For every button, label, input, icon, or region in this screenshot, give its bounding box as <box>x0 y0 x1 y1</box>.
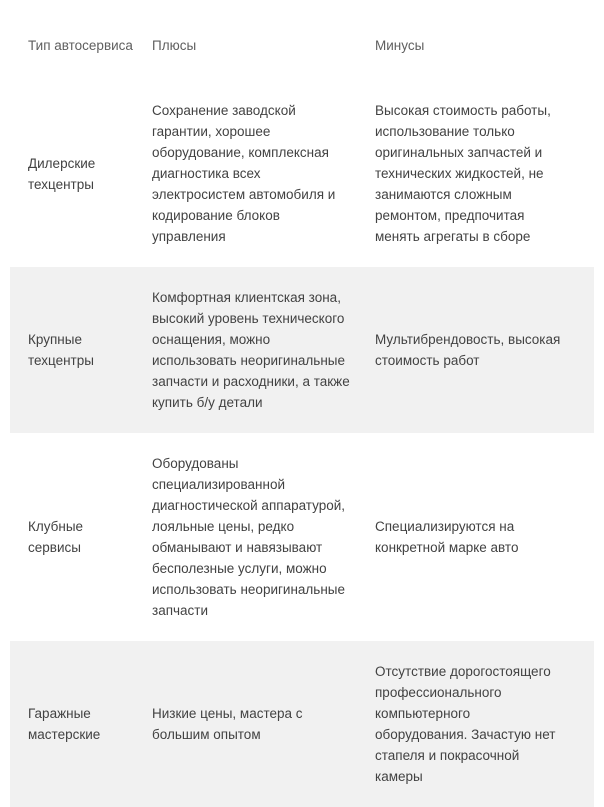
pros-text: Комфортная клиентская зона, высокий уровень технического оснащения, можно использовать неоригинальные запчасти и расходники, а также купить б/у детали <box>152 290 350 410</box>
cons-text: Специализируются на конкретной марке авто <box>375 519 519 555</box>
header-type-label: Тип автосервиса <box>28 37 133 53</box>
service-type-label: Клубные сервисы <box>28 519 84 555</box>
cons-text: Отсутствие дорогостоящего профессионального компьютерного оборудования. Зачастую нет стапеля и покрасочной камеры <box>375 664 556 784</box>
table-row <box>10 641 594 807</box>
table-header-row <box>10 10 594 80</box>
car-service-comparison-table <box>10 10 594 807</box>
cell-type <box>28 433 152 641</box>
header-cell-cons <box>375 10 580 80</box>
cell-pros <box>152 641 375 807</box>
header-cell-pros <box>152 10 375 80</box>
service-type-label: Гаражные мастерские <box>28 706 101 742</box>
cons-text: Мультибрендовость, высокая стоимость работ <box>375 332 561 368</box>
table-row <box>10 433 594 641</box>
pros-text: Оборудованы специализированной диагностической аппаратурой, лояльные цены, редко обманывают и навязывают бесполезные услуги, можно использовать неоригинальные запчасти <box>152 456 346 618</box>
cell-type <box>28 641 152 807</box>
cell-type <box>28 80 152 267</box>
pros-text: Сохранение заводской гарантии, хорошее оборудование, комплексная диагностика всех электросистем автомобиля и кодирование блоков управления <box>152 103 336 244</box>
header-cons-label: Минусы <box>375 37 425 53</box>
cell-cons <box>375 267 580 433</box>
header-pros-label: Плюсы <box>152 37 197 53</box>
cell-pros <box>152 433 375 641</box>
cell-pros <box>152 80 375 267</box>
cell-type <box>28 267 152 433</box>
cons-text: Высокая стоимость работы, использование только оригинальных запчастей и технических жидкостей, не занимаются сложным ремонтом, предпочитая менять агрегаты в сборе <box>375 103 551 244</box>
cell-cons <box>375 80 580 267</box>
pros-text: Низкие цены, мастера с большим опытом <box>152 706 303 742</box>
cell-pros <box>152 267 375 433</box>
cell-cons <box>375 433 580 641</box>
service-type-label: Дилерские техцентры <box>28 155 96 192</box>
table-row <box>10 80 594 267</box>
table-row <box>10 267 594 433</box>
header-cell-type <box>28 10 152 80</box>
cell-cons <box>375 641 580 807</box>
service-type-label: Крупные техцентры <box>28 332 94 368</box>
